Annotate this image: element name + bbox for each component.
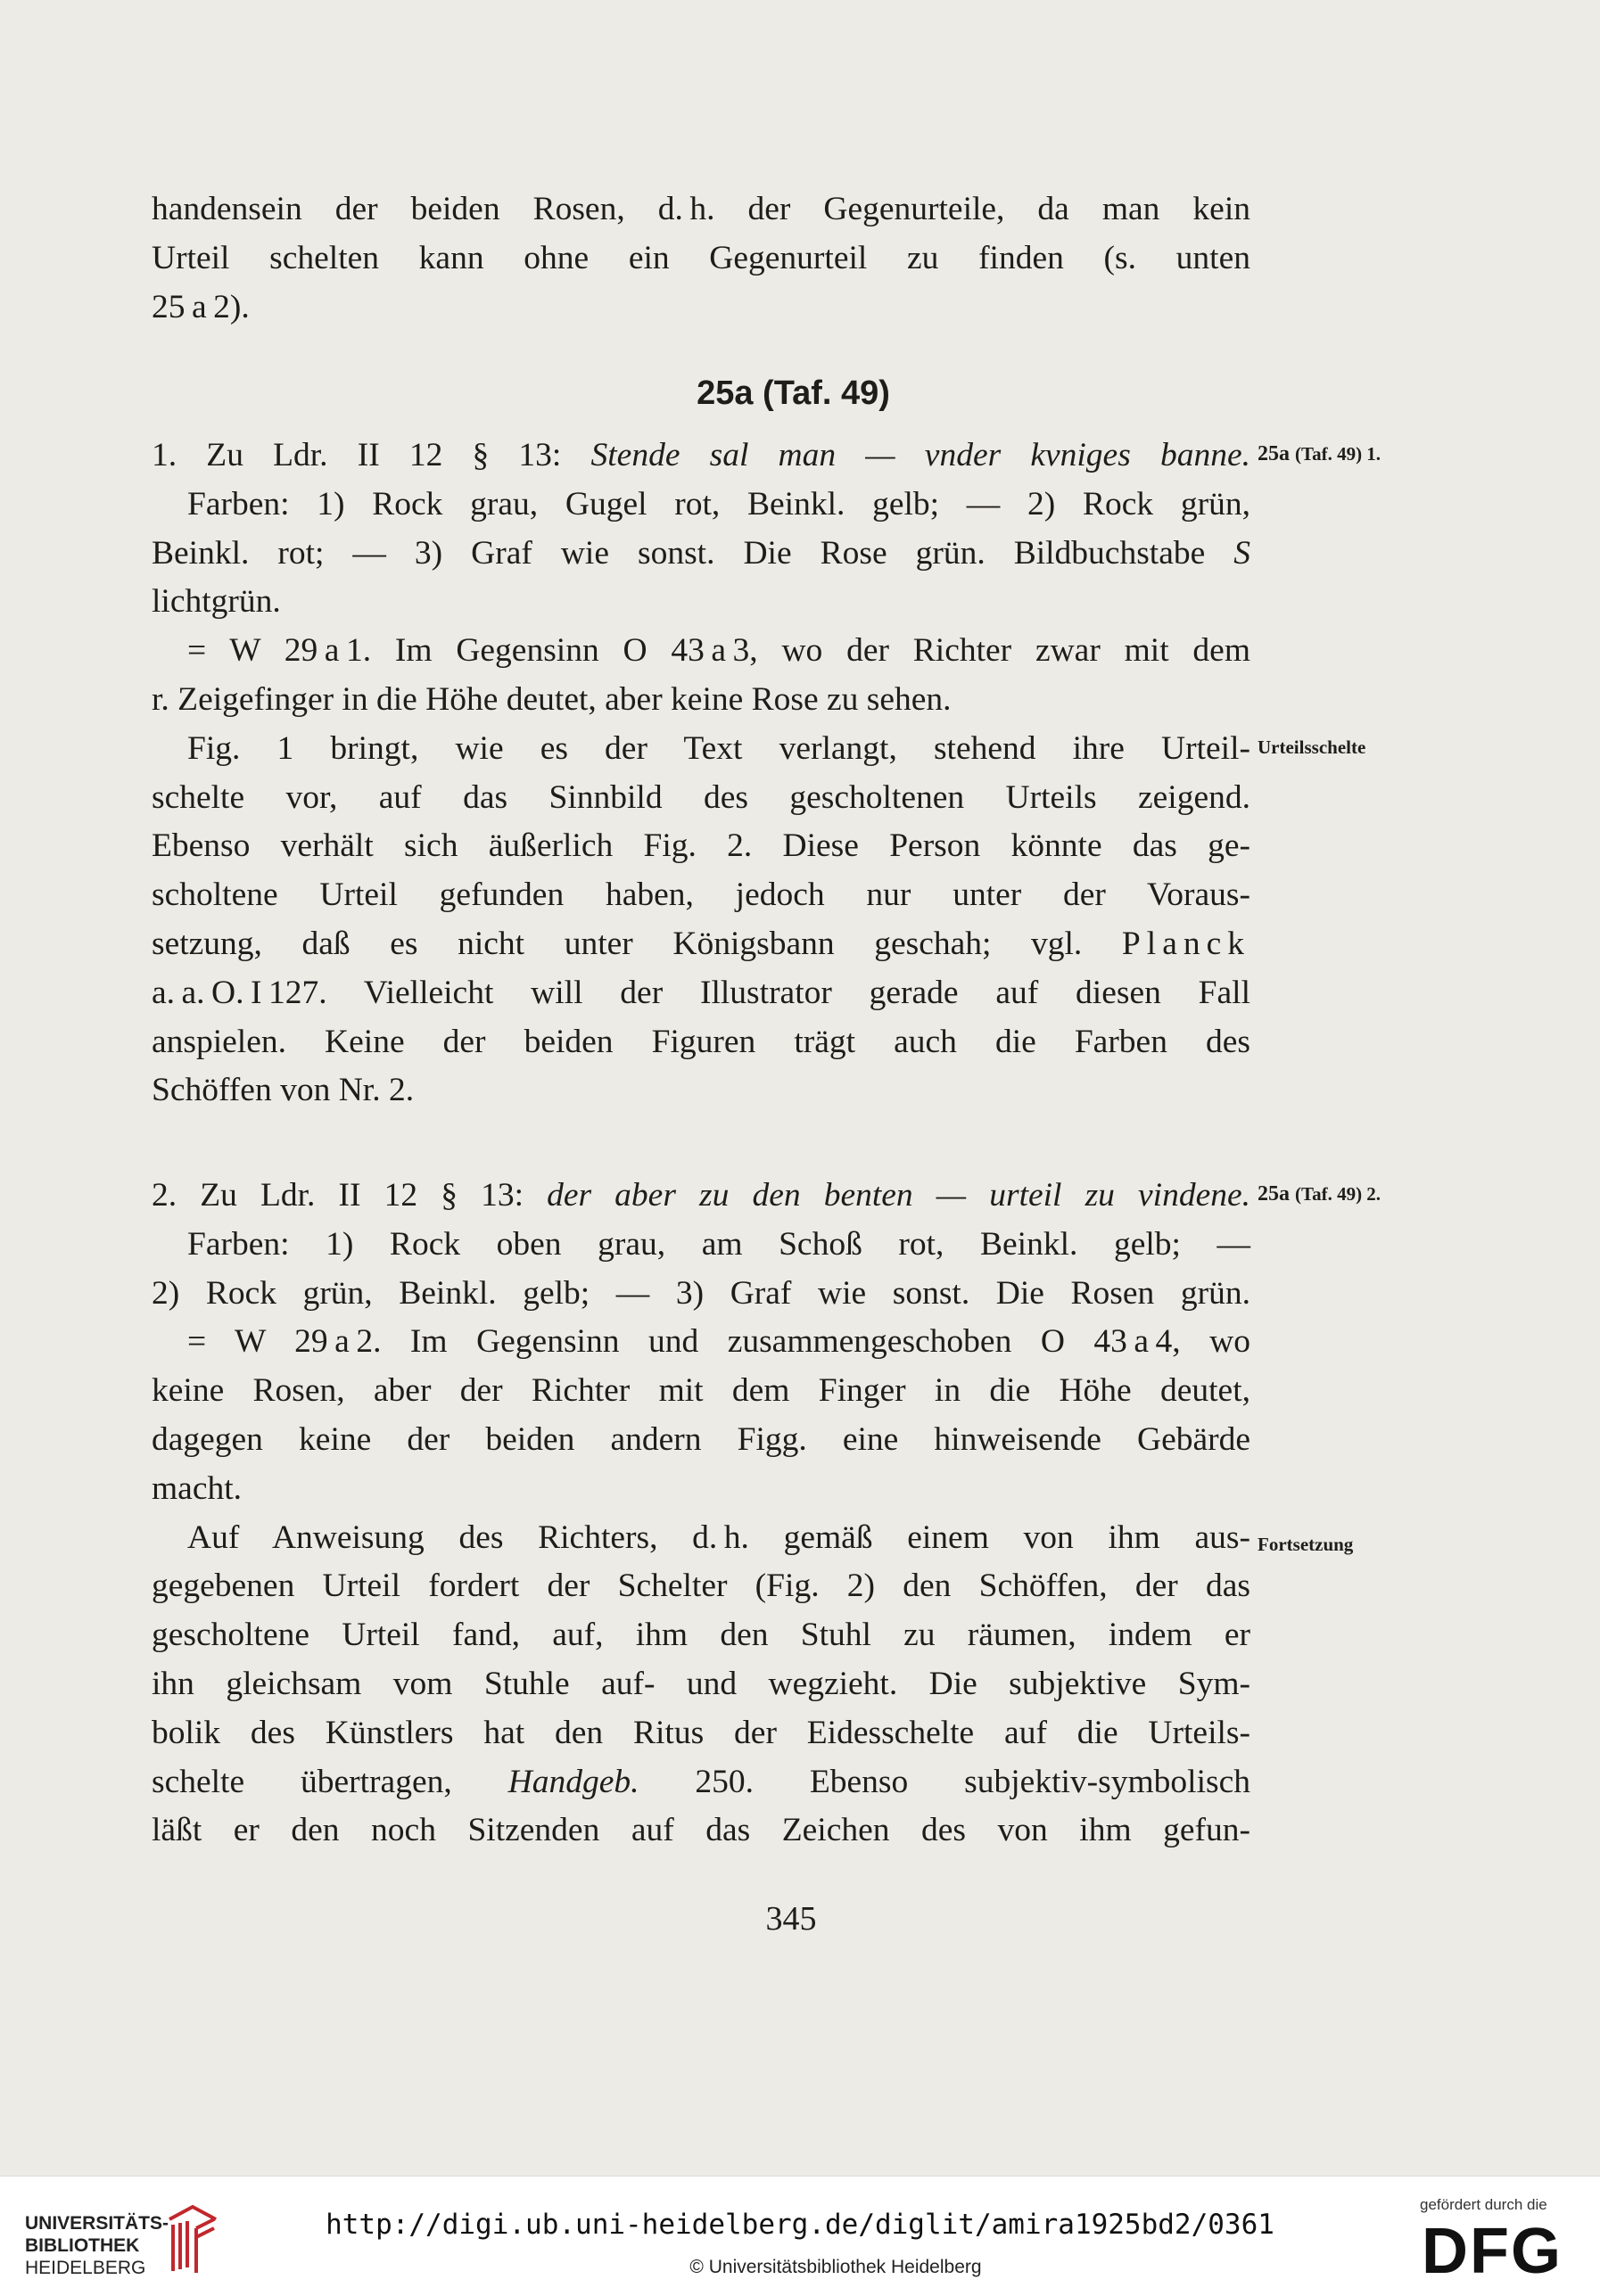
- quoted-text: Stende sal man — vnder kvniges banne.: [590, 437, 1250, 473]
- section-2: [152, 1172, 1250, 1856]
- text-line: = W 29 a 1. Im Gegensinn O 43 a 3, wo der Richter zwar mit dem: [187, 632, 1250, 670]
- text-line: Farben: 1) Rock oben grau, am Schoß rot, Beinkl. gelb; —: [187, 1225, 1250, 1263]
- quoted-text: der aber zu den benten — urteil zu vindene.: [547, 1177, 1250, 1214]
- text-line: [152, 1758, 1250, 1807]
- text-line: = W 29 a 2. Im Gegensinn und zusammengeschoben O 43 a 4, wo: [187, 1323, 1250, 1361]
- section-heading: 25a (Taf. 49): [697, 374, 890, 412]
- text-line: gescholtene Urteil fand, auf, ihm den Stuhl zu räumen, indem er: [152, 1617, 1250, 1654]
- author-name: Planck: [1121, 925, 1250, 962]
- text-line: 25 a 2).: [152, 288, 250, 325]
- text-line: dagegen keine der beiden andern Figg. eine hinweisende Gebärde: [152, 1420, 1250, 1458]
- text-line: macht.: [152, 1469, 243, 1507]
- funding-label: gefördert durch die: [1420, 2196, 1547, 2213]
- margin-ref: (Taf. 49) 1.: [1295, 443, 1381, 465]
- margin-number: 25a: [1258, 1182, 1295, 1206]
- text-line: Ebenso verhält sich äußerlich Fig. 2. Diese Person könnte das ge-: [152, 827, 1250, 865]
- margin-note-fortsetzung: Fortsetzung: [1258, 1534, 1354, 1555]
- citation: 2. Zu Ldr. II 12 § 13:: [152, 1177, 548, 1214]
- text-line: Farben: 1) Rock grau, Gugel rot, Beinkl. gelb; — 2) Rock grün,: [187, 485, 1250, 523]
- footer-bar: [0, 2176, 1600, 2296]
- text-line: Urteil schelten kann ohne ein Gegenurteil zu finden (s. unten: [152, 239, 1250, 276]
- text-line: handensein der beiden Rosen, d. h. der Gegenurteile, da man kein: [152, 191, 1250, 227]
- text-segment: schelte übertragen,: [152, 1763, 508, 1800]
- text-line: Auf Anweisung des Richters, d. h. gemäß einem von ihm aus-: [187, 1518, 1250, 1556]
- text-line: a. a. O. I 127. Vielleicht will der Illustrator gerade auf diesen Fall: [152, 974, 1250, 1011]
- text-line: bolik des Künstlers hat den Ritus der Eidesschelte auf die Urteils-: [152, 1714, 1250, 1751]
- citation: 1. Zu Ldr. II 12 § 13:: [152, 437, 591, 473]
- text-line: ihn gleichsam vom Stuhle auf- und wegzieht. Die subjektive Sym-: [152, 1665, 1250, 1702]
- text-line: lichtgrün.: [152, 583, 281, 621]
- section-1: [152, 432, 1250, 1115]
- library-line: HEIDELBERG: [25, 2258, 146, 2278]
- text-line: schelte vor, auf das Sinnbild des gescholtenen Urteils zeigend.: [152, 778, 1250, 816]
- initial-letter: S: [1233, 534, 1250, 572]
- copyright-notice: © Universitätsbibliothek Heidelberg: [689, 2257, 982, 2277]
- margin-number: 25a: [1258, 442, 1295, 465]
- text-line: [152, 432, 1250, 481]
- permalink-url[interactable]: http://digi.ub.uni-heidelberg.de/diglit/amira1925bd2/0361: [326, 2209, 1274, 2241]
- text-line: scholtene Urteil gefunden haben, jedoch nur unter der Voraus-: [152, 876, 1250, 914]
- text-line: [152, 1172, 1250, 1221]
- text-segment: 250. Ebenso subjektiv-symbolisch: [639, 1763, 1250, 1800]
- library-line: UNIVERSITÄTS-: [25, 2213, 169, 2234]
- text-line: [152, 530, 1250, 579]
- text-line: [152, 920, 1250, 969]
- page-number: 345: [765, 1900, 817, 1938]
- text-line: gegebenen Urteil fordert der Schelter (Fig. 2) den Schöffen, der das: [152, 1568, 1250, 1605]
- text-line: Schöffen von Nr. 2.: [152, 1072, 415, 1109]
- work-title: Handgeb.: [507, 1763, 639, 1800]
- margin-ref: (Taf. 49) 2.: [1295, 1183, 1381, 1205]
- margin-note-25a-1: [1258, 442, 1381, 466]
- library-line: BIBLIOTHEK: [25, 2235, 140, 2256]
- margin-note-urteilsschelte: Urteilsschelte: [1258, 737, 1366, 758]
- text-line: anspielen. Keine der beiden Figuren trägt auch die Farben des: [152, 1023, 1250, 1060]
- dfg-logo: DFG: [1422, 2216, 1563, 2287]
- text-line: 2) Rock grün, Beinkl. gelb; — 3) Graf wie sonst. Die Rosen grün.: [152, 1274, 1250, 1312]
- text-line: Fig. 1 bringt, wie es der Text verlangt, stehend ihre Urteil-: [187, 729, 1250, 767]
- opening-paragraph: [152, 185, 1250, 332]
- text-segment: setzung, daß es nicht unter Königsbann geschah; vgl.: [152, 925, 1122, 962]
- text-segment: Beinkl. rot; — 3) Graf wie sonst. Die Rose grün. Bildbuchstabe: [152, 534, 1234, 572]
- text-line: r. Zeigefinger in die Höhe deutet, aber keine Rose zu sehen.: [152, 680, 952, 718]
- margin-note-25a-2: [1258, 1182, 1381, 1206]
- text-line: läßt er den noch Sitzenden auf das Zeichen des von ihm gefun-: [152, 1812, 1250, 1849]
- text-line: keine Rosen, aber der Richter mit dem Finger in die Höhe deutet,: [152, 1372, 1250, 1410]
